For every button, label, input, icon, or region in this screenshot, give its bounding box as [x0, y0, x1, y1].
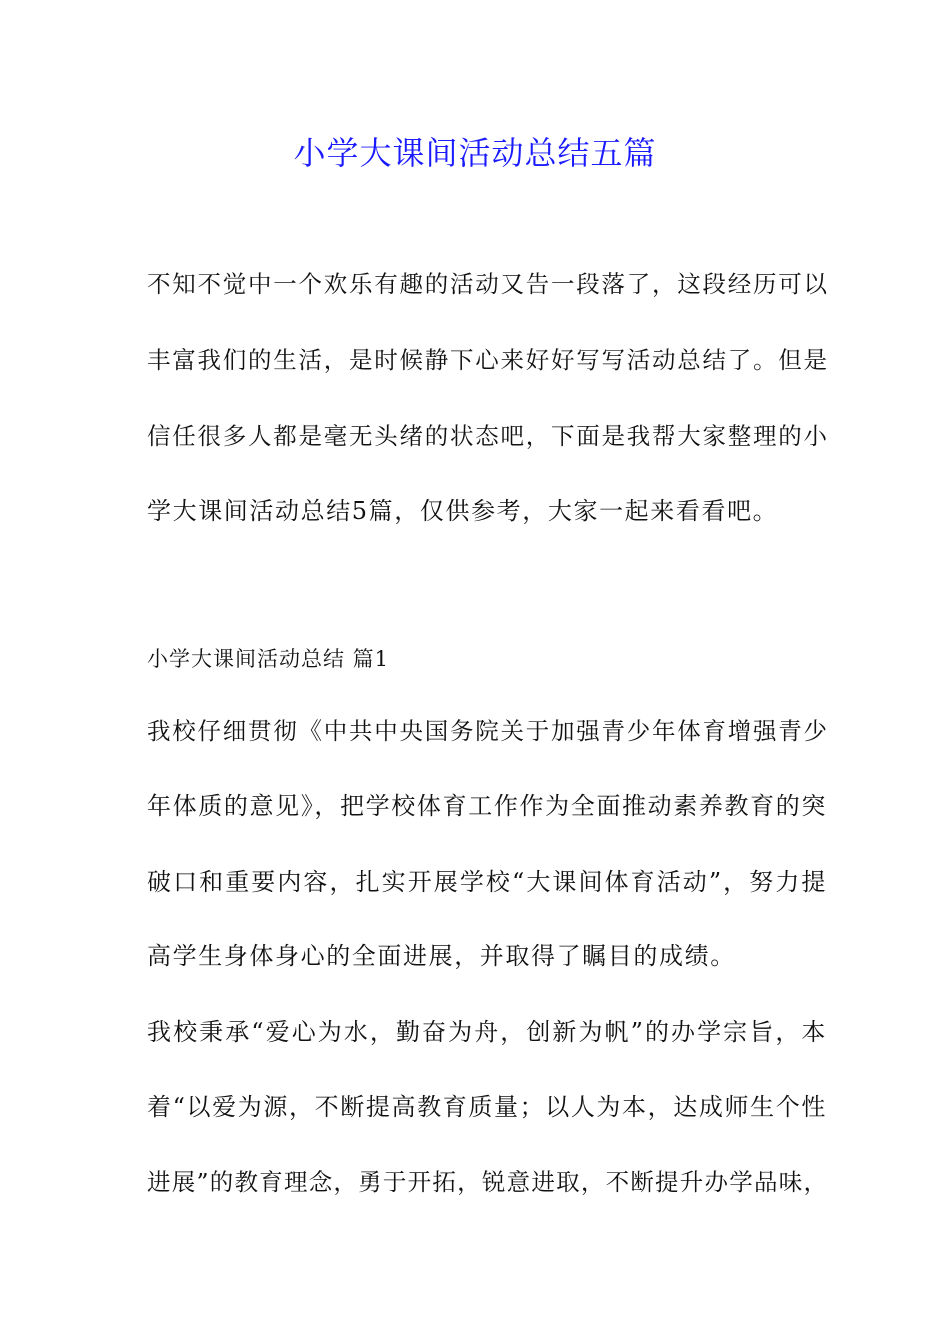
paragraph1-line-4: 高学生身体身心的全面进展，并取得了瞩目的成绩。: [147, 942, 736, 970]
paragraph1-line-3: 破口和重要内容，扎实开展学校“大课间体育活动”，努力提: [147, 868, 827, 896]
paragraph2-line-3: 进展”的教育理念，勇于开拓，锐意进取，不断提升办学品味，: [147, 1168, 827, 1196]
document-title: 小学大课间活动总结五篇: [293, 134, 657, 172]
paragraph1-line-2: 年体质的意见》，把学校体育工作作为全面推动素养教育的突: [147, 792, 827, 820]
paragraph2-line-2: 着“以爱为源，不断提高教育质量；以人为本，达成师生个性: [147, 1093, 827, 1121]
intro-line-2: 丰富我们的生活，是时候静下心来好好写写活动总结了。但是: [147, 346, 827, 374]
paragraph1-line-1: 我校仔细贯彻《中共中央国务院关于加强青少年体育增强青少: [147, 717, 827, 745]
intro-line-4: 学大课间活动总结5篇，仅供参考，大家一起来看看吧。: [147, 497, 779, 525]
section-heading: 小学大课间活动总结 篇1: [147, 647, 390, 671]
intro-line-1: 不知不觉中一个欢乐有趣的活动又告一段落了，这段经历可以: [147, 270, 827, 298]
intro-line-3: 信任很多人都是毫无头绪的状态吧，下面是我帮大家整理的小: [147, 422, 827, 450]
paragraph2-line-1: 我校秉承“爱心为水，勤奋为舟，创新为帆”的办学宗旨，本: [147, 1018, 827, 1046]
